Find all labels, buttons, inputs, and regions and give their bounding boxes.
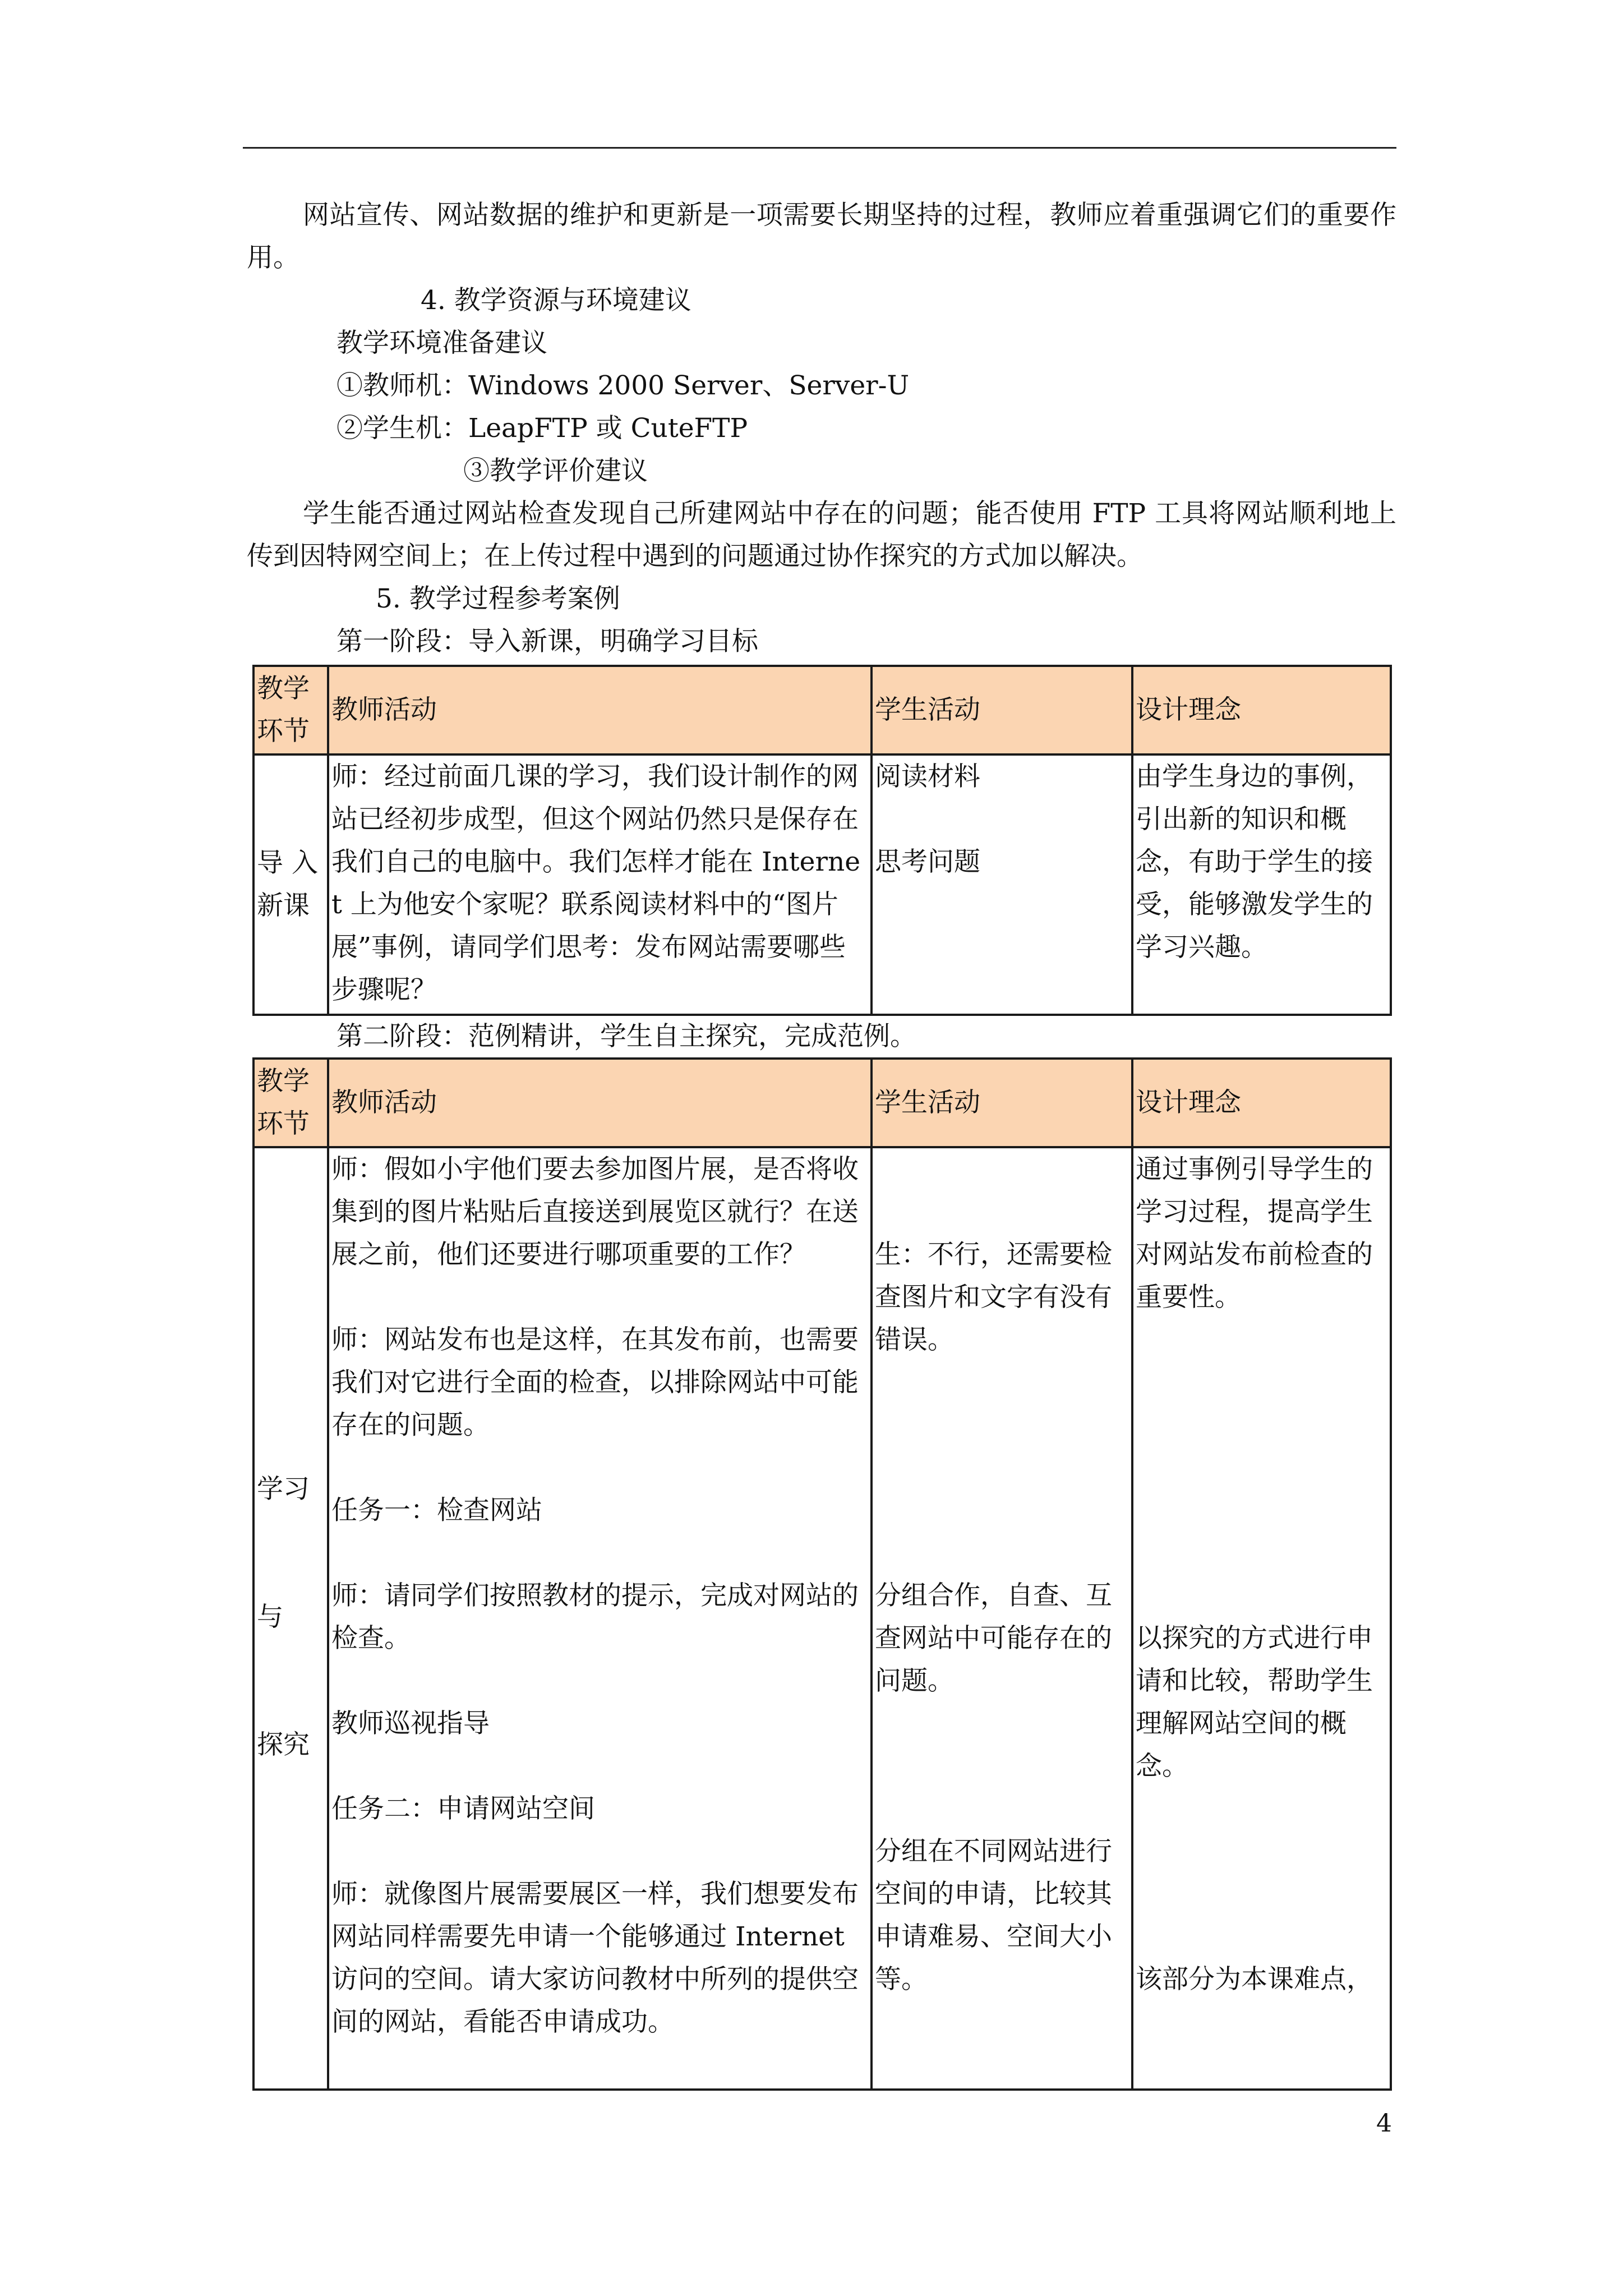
stage-1-heading: 第一阶段：导入新课，明确学习目标 (336, 626, 758, 657)
header-stage: 教学环节 (253, 666, 328, 754)
header-rule (243, 147, 1396, 149)
teacher-text-3: 任务一：检查网站 (331, 1495, 542, 1526)
teacher-cell (328, 1147, 872, 2090)
student-text-3: 分组在不同网站进行空间的申请，比较其申请难易、空间大小等。 (875, 1836, 1112, 1995)
stage-1-table (252, 665, 1392, 1016)
stage-2-table (252, 1057, 1392, 2091)
section-4-heading: 4. 教学资源与环境建议 (421, 285, 691, 316)
teacher-text-4: 师：请同学们按照教材的提示，完成对网站的检查。 (331, 1580, 859, 1654)
student-cell (872, 1147, 1132, 2090)
student-text-1: 阅读材料 (875, 761, 980, 792)
env-item-teacher: ①教师机：Windows 2000 Server、Server-U (336, 370, 910, 401)
header-student: 学生活动 (872, 1059, 1132, 1147)
table-header-row (253, 1059, 1391, 1147)
header-student: 学生活动 (872, 666, 1132, 754)
teacher-text-1: 师：假如小宇他们要去参加图片展，是否将收集到的图片粘贴后直接送到展览区就行？在送展之前，他们还要进行哪项重要的工作？ (331, 1154, 859, 1270)
intro-paragraph: 网站宣传、网站数据的维护和更新是一项需要长期坚持的过程，教师应着重强调它们的重要作用。 (247, 200, 1396, 273)
stage-cell: 导 入新课 (253, 754, 328, 1015)
teacher-text-6: 任务二：申请网站空间 (331, 1793, 595, 1824)
stage-text-1: 学习 (257, 1474, 310, 1504)
header-stage: 教学环节 (253, 1059, 328, 1147)
concept-text-2: 以探究的方式进行申请和比较，帮助学生理解网站空间的概念。 (1136, 1623, 1373, 1782)
header-teacher: 教师活动 (328, 666, 872, 754)
header-concept: 设计理念 (1132, 666, 1391, 754)
env-heading: 教学环境准备建议 (336, 328, 547, 358)
student-text-2: 思考问题 (875, 846, 980, 877)
stage-text-3: 探究 (257, 1729, 310, 1760)
section-5-heading: 5. 教学过程参考案例 (376, 583, 620, 614)
teacher-cell: 师：经过前面几课的学习，我们设计制作的网站已经初步成型，但这个网站仍然只是保存在我们自己的电脑中。我们怎样才能在 Internet 上为他安个家呢？联系阅读材料中的“图片展”事例，请同学们思考：发布网站需要哪些步骤呢？ (328, 754, 872, 1015)
table-header-row (253, 666, 1391, 754)
concept-cell (1132, 1147, 1391, 2090)
student-text-2: 分组合作，自查、互查网站中可能存在的问题。 (875, 1580, 1112, 1696)
table-row (253, 1147, 1391, 2090)
student-text-1: 生：不行，还需要检查图片和文字有没有错误。 (875, 1239, 1112, 1355)
student-cell (872, 754, 1132, 1015)
concept-cell: 由学生身边的事例，引出新的知识和概念，有助于学生的接受，能够激发学生的学习兴趣。 (1132, 754, 1391, 1015)
header-concept: 设计理念 (1132, 1059, 1391, 1147)
teacher-text-7: 师：就像图片展需要展区一样，我们想要发布网站同样需要先申请一个能够通过 Internet 访问的空间。请大家访问教材中所列的提供空间的网站，看能否申请成功。 (331, 1879, 859, 2037)
eval-heading: ③教学评价建议 (463, 455, 648, 486)
page-number: 4 (1376, 2109, 1392, 2138)
stage-text-2: 与 (257, 1602, 283, 1632)
teacher-text-5: 教师巡视指导 (331, 1708, 490, 1739)
env-item-student: ②学生机：LeapFTP 或 CuteFTP (336, 413, 748, 444)
concept-text-1: 通过事例引导学生的学习过程，提高学生对网站发布前检查的重要性。 (1136, 1154, 1373, 1313)
header-teacher: 教师活动 (328, 1059, 872, 1147)
eval-paragraph: 学生能否通过网站检查发现自己所建网站中存在的问题；能否使用 FTP 工具将网站顺利地上传到因特网空间上；在上传过程中遇到的问题通过协作探究的方式加以解决。 (247, 498, 1396, 572)
teacher-text-2: 师：网站发布也是这样，在其发布前，也需要我们对它进行全面的检查，以排除网站中可能存在的问题。 (331, 1324, 859, 1441)
stage-2-heading: 第二阶段：范例精讲，学生自主探究，完成范例。 (336, 1021, 916, 1052)
table-row (253, 754, 1391, 1015)
concept-text-3: 该部分为本课难点， (1136, 1964, 1373, 1995)
stage-cell (253, 1147, 328, 2090)
